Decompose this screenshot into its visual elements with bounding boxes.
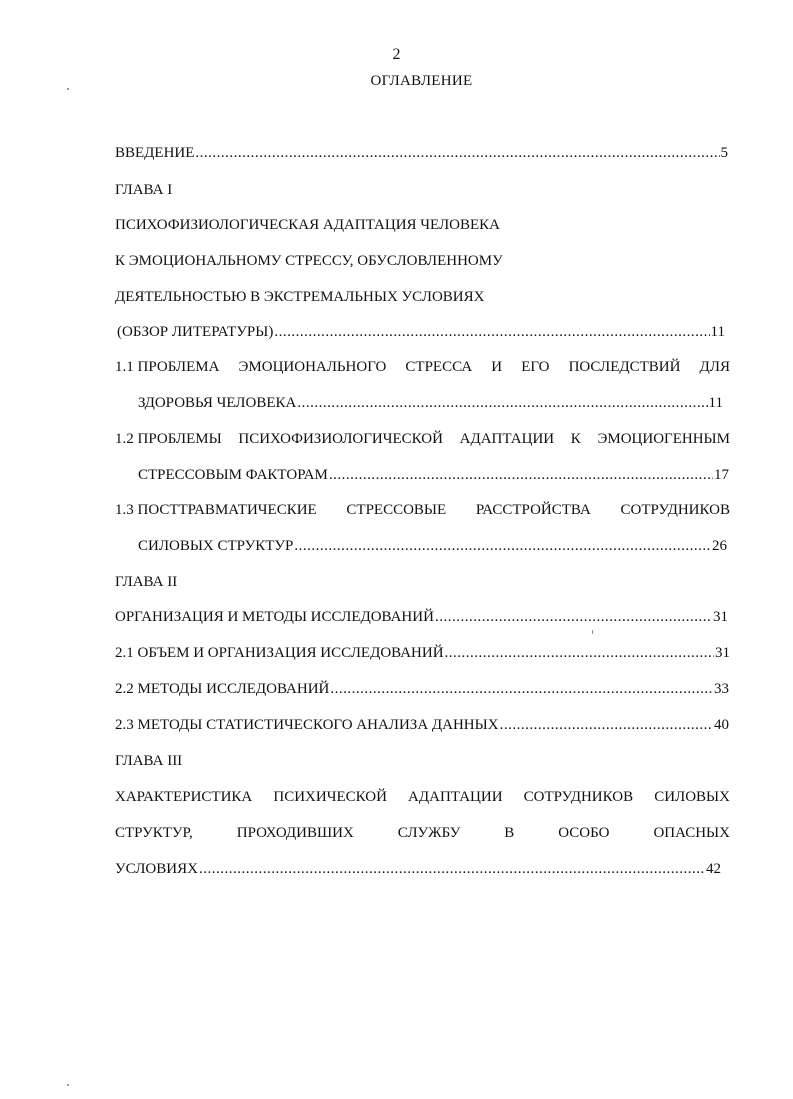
toc-entry-chapter-1[interactable] <box>117 322 725 342</box>
toc-entry-title: СИЛОВЫХ СТРУКТУР <box>138 538 294 554</box>
toc-entry-page: 11 <box>708 395 723 411</box>
toc-entry-page: 26 <box>712 538 727 554</box>
toc-entry-1-1-line1[interactable] <box>115 357 730 377</box>
word: ЭМОЦИОГЕННЫМ <box>597 431 730 447</box>
toc-entry-chapter-2[interactable] <box>115 607 728 627</box>
word: ЕГО <box>521 359 550 375</box>
word: АДАПТАЦИИ <box>408 789 503 805</box>
toc-heading: ОГЛАВЛЕНИЕ <box>370 73 473 89</box>
word: К <box>570 431 581 447</box>
word: ОПАСНЫХ <box>653 825 730 841</box>
word: ДЛЯ <box>699 359 730 375</box>
scan-speck <box>67 1084 69 1086</box>
leader-dots <box>199 859 705 879</box>
word: АДАПТАЦИИ <box>459 431 555 447</box>
toc-entry-title: 2.3 МЕТОДЫ СТАТИСТИЧЕСКОГО АНАЛИЗА ДАННЫХ <box>115 717 499 733</box>
toc-entry-page: 11 <box>710 324 725 340</box>
word: 1.1 ПРОБЛЕМА <box>115 359 220 375</box>
toc-entry-title: ОРГАНИЗАЦИЯ И МЕТОДЫ ИССЛЕДОВАНИЙ <box>115 609 434 625</box>
toc-entry-page: 40 <box>714 717 729 733</box>
word: СТРЕССОВЫЕ <box>346 502 447 518</box>
toc-entry-title: (ОБЗОР ЛИТЕРАТУРЫ) <box>117 324 274 340</box>
word: СОТРУДНИКОВ <box>620 502 730 518</box>
toc-entry-page: 31 <box>715 645 730 661</box>
word: ЭМОЦИОНАЛЬНОГО <box>238 359 387 375</box>
leader-dots <box>274 322 709 342</box>
toc-entry-1-2-line2[interactable] <box>138 465 729 485</box>
toc-entry-page: 17 <box>714 467 729 483</box>
toc-entry-intro[interactable] <box>115 143 728 163</box>
toc-entry-title: СТРЕССОВЫМ ФАКТОРАМ <box>138 467 328 483</box>
word: ПСИХОФИЗИОЛОГИЧЕСКОЙ <box>238 431 443 447</box>
toc-entry-page: 31 <box>713 609 728 625</box>
word: ПРОХОДИВШИХ <box>236 825 354 841</box>
word: СЛУЖБУ <box>397 825 461 841</box>
chapter-2-label: ГЛАВА II <box>115 574 178 590</box>
word: ПОСЛЕДСТВИЙ <box>568 359 681 375</box>
word: РАССТРОЙСТВА <box>475 502 591 518</box>
toc-entry-title: ВВЕДЕНИЕ <box>115 145 195 161</box>
toc-entry-title: УСЛОВИЯХ <box>115 861 198 877</box>
toc-entry-page: 33 <box>714 681 729 697</box>
toc-entry-chapter-3-line1[interactable] <box>115 787 730 807</box>
leader-dots <box>330 679 713 699</box>
toc-entry-title: 2.2 МЕТОДЫ ИССЛЕДОВАНИЙ <box>115 681 330 697</box>
word: В <box>504 825 515 841</box>
leader-dots <box>500 715 713 735</box>
toc-entry-chapter-3-line3[interactable] <box>115 859 721 879</box>
page-number: 2 <box>392 46 401 63</box>
word: ОСОБО <box>558 825 610 841</box>
leader-dots <box>329 465 713 485</box>
leader-dots <box>445 643 714 663</box>
leader-dots <box>297 393 707 413</box>
chapter-1-title-line: ДЕЯТЕЛЬНОСТЬЮ В ЭКСТРЕМАЛЬНЫХ УСЛОВИЯХ <box>115 289 485 305</box>
toc-entry-title: 2.1 ОБЪЕМ И ОРГАНИЗАЦИЯ ИССЛЕДОВАНИЙ <box>115 645 444 661</box>
leader-dots <box>435 607 712 627</box>
leader-dots <box>195 143 719 163</box>
word: 1.2 ПРОБЛЕМЫ <box>115 431 222 447</box>
toc-entry-2-3[interactable] <box>115 715 729 735</box>
word: ХАРАКТЕРИСТИКА <box>115 789 253 805</box>
toc-entry-1-2-line1[interactable] <box>115 429 730 449</box>
chapter-1-title-line: К ЭМОЦИОНАЛЬНОМУ СТРЕССУ, ОБУСЛОВЛЕННОМУ <box>115 253 503 269</box>
toc-entry-2-1[interactable] <box>115 643 730 663</box>
word: 1.3 ПОСТТРАВМАТИЧЕСКИЕ <box>115 502 317 518</box>
toc-entry-chapter-3-line2[interactable] <box>115 823 730 843</box>
toc-entry-page: 42 <box>706 861 721 877</box>
toc-entry-1-1-line2[interactable] <box>138 393 723 413</box>
word: СОТРУДНИКОВ <box>523 789 634 805</box>
scan-speck <box>592 630 593 634</box>
word: СТРЕССА <box>405 359 473 375</box>
chapter-1-label: ГЛАВА I <box>115 182 173 198</box>
chapter-1-title-line: ПСИХОФИЗИОЛОГИЧЕСКАЯ АДАПТАЦИЯ ЧЕЛОВЕКА <box>115 217 501 233</box>
toc-entry-2-2[interactable] <box>115 679 729 699</box>
word: И <box>491 359 503 375</box>
toc-entry-page: 5 <box>720 145 728 161</box>
leader-dots <box>294 536 711 556</box>
toc-entry-1-3-line2[interactable] <box>138 536 727 556</box>
scan-speck <box>67 88 69 90</box>
toc-entry-1-3-line1[interactable] <box>115 500 730 520</box>
toc-entry-title: ЗДОРОВЬЯ ЧЕЛОВЕКА <box>138 395 297 411</box>
word: СТРУКТУР, <box>115 825 193 841</box>
word: ПСИХИЧЕСКОЙ <box>273 789 387 805</box>
chapter-3-label: ГЛАВА III <box>115 753 183 769</box>
word: СИЛОВЫХ <box>654 789 730 805</box>
